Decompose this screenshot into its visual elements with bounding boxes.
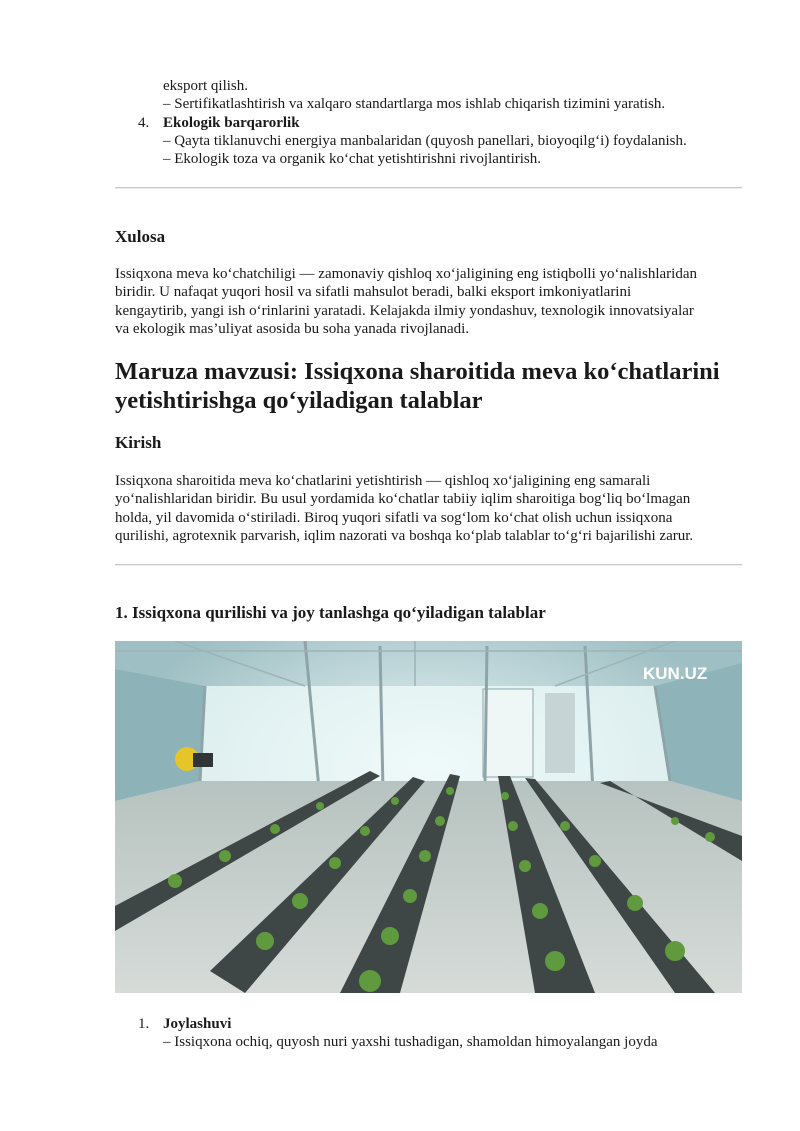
xulosa-paragraph (115, 265, 755, 339)
list-item-number: 1. (138, 1016, 150, 1032)
section-heading-kirish: Kirish (115, 433, 162, 452)
kirish-paragraph (115, 472, 755, 546)
paragraph-line: holda, yil davomida o‘stiriladi. Biroq yuqori sifatli va sog‘lom ko‘chat olish uchun issiqxona (115, 509, 673, 526)
paragraph-line: qurilishi, agrotexnik parvarish, iqlim nazorati va boshqa ko‘plab talablar to‘g‘ri bajarilishi zarur. (115, 528, 694, 545)
section-divider (115, 187, 742, 189)
photo-watermark: KUN.UZ (643, 664, 708, 683)
lecture-title-line: Maruza mavzusi: Issiqxona sharoitida meva ko‘chatlarini (115, 358, 720, 385)
list-item-title: Joylashuvi (163, 1016, 232, 1032)
list-item-line: – Issiqxona ochiq, quyosh nuri yaxshi tushadigan, shamoldan himoyalangan joyda (163, 1034, 658, 1050)
section-divider (115, 564, 742, 566)
paragraph-line: va ekologik mas’uliyat asosida bu soha yanada rivojlanadi. (115, 321, 470, 338)
paragraph-line: Issiqxona sharoitida meva ko‘chatlarini yetishtirish — qishloq xo‘jaligining eng samarali (115, 473, 651, 489)
paragraph-line: kengaytirib, yangi ish o‘rinlarini yaratadi. Kelajakda ilmiy yondashuv, texnologik innovatsiyalar (115, 302, 694, 319)
paragraph-line: Issiqxona meva ko‘chatchiligi — zamonaviy qishloq xo‘jaligining eng istiqbolli yo‘nalishlaridan (115, 266, 697, 282)
lecture-title (115, 357, 720, 415)
list-continuation-line: eksport qilish. (163, 78, 248, 94)
greenhouse-illustration (115, 641, 742, 993)
section-heading-xulosa: Xulosa (115, 227, 166, 246)
lecture-title-line: yetishtirishga qo‘yiladigan talablar (115, 387, 483, 414)
greenhouse-photo (115, 641, 742, 993)
paragraph-line: biridir. U nafaqat yuqori hosil va sifatli mahsulot beradi, balki eksport imkoniyatlarini (115, 284, 632, 301)
list-item-title: Ekologik barqarorlik (163, 115, 300, 131)
section-heading-1: 1. Issiqxona qurilishi va joy tanlashga qo‘yiladigan talablar (115, 603, 546, 622)
list-item-number: 4. (138, 115, 150, 131)
list-continuation-line: – Sertifikatlashtirish va xalqaro standartlarga mos ishlab chiqarish tizimini yaratish. (163, 96, 666, 112)
list-item-line: – Qayta tiklanuvchi energiya manbalaridan (quyosh panellari, bioyoqilg‘i) foydalanish. (163, 133, 687, 149)
paragraph-line: yo‘nalishlaridan biridir. Bu usul yordamida ko‘chatlar tabiiy iqlim sharoitiga bog‘liq bo‘lmagan (115, 491, 691, 508)
list-item-line: – Ekologik toza va organik ko‘chat yetishtirishni rivojlantirish. (163, 151, 541, 167)
